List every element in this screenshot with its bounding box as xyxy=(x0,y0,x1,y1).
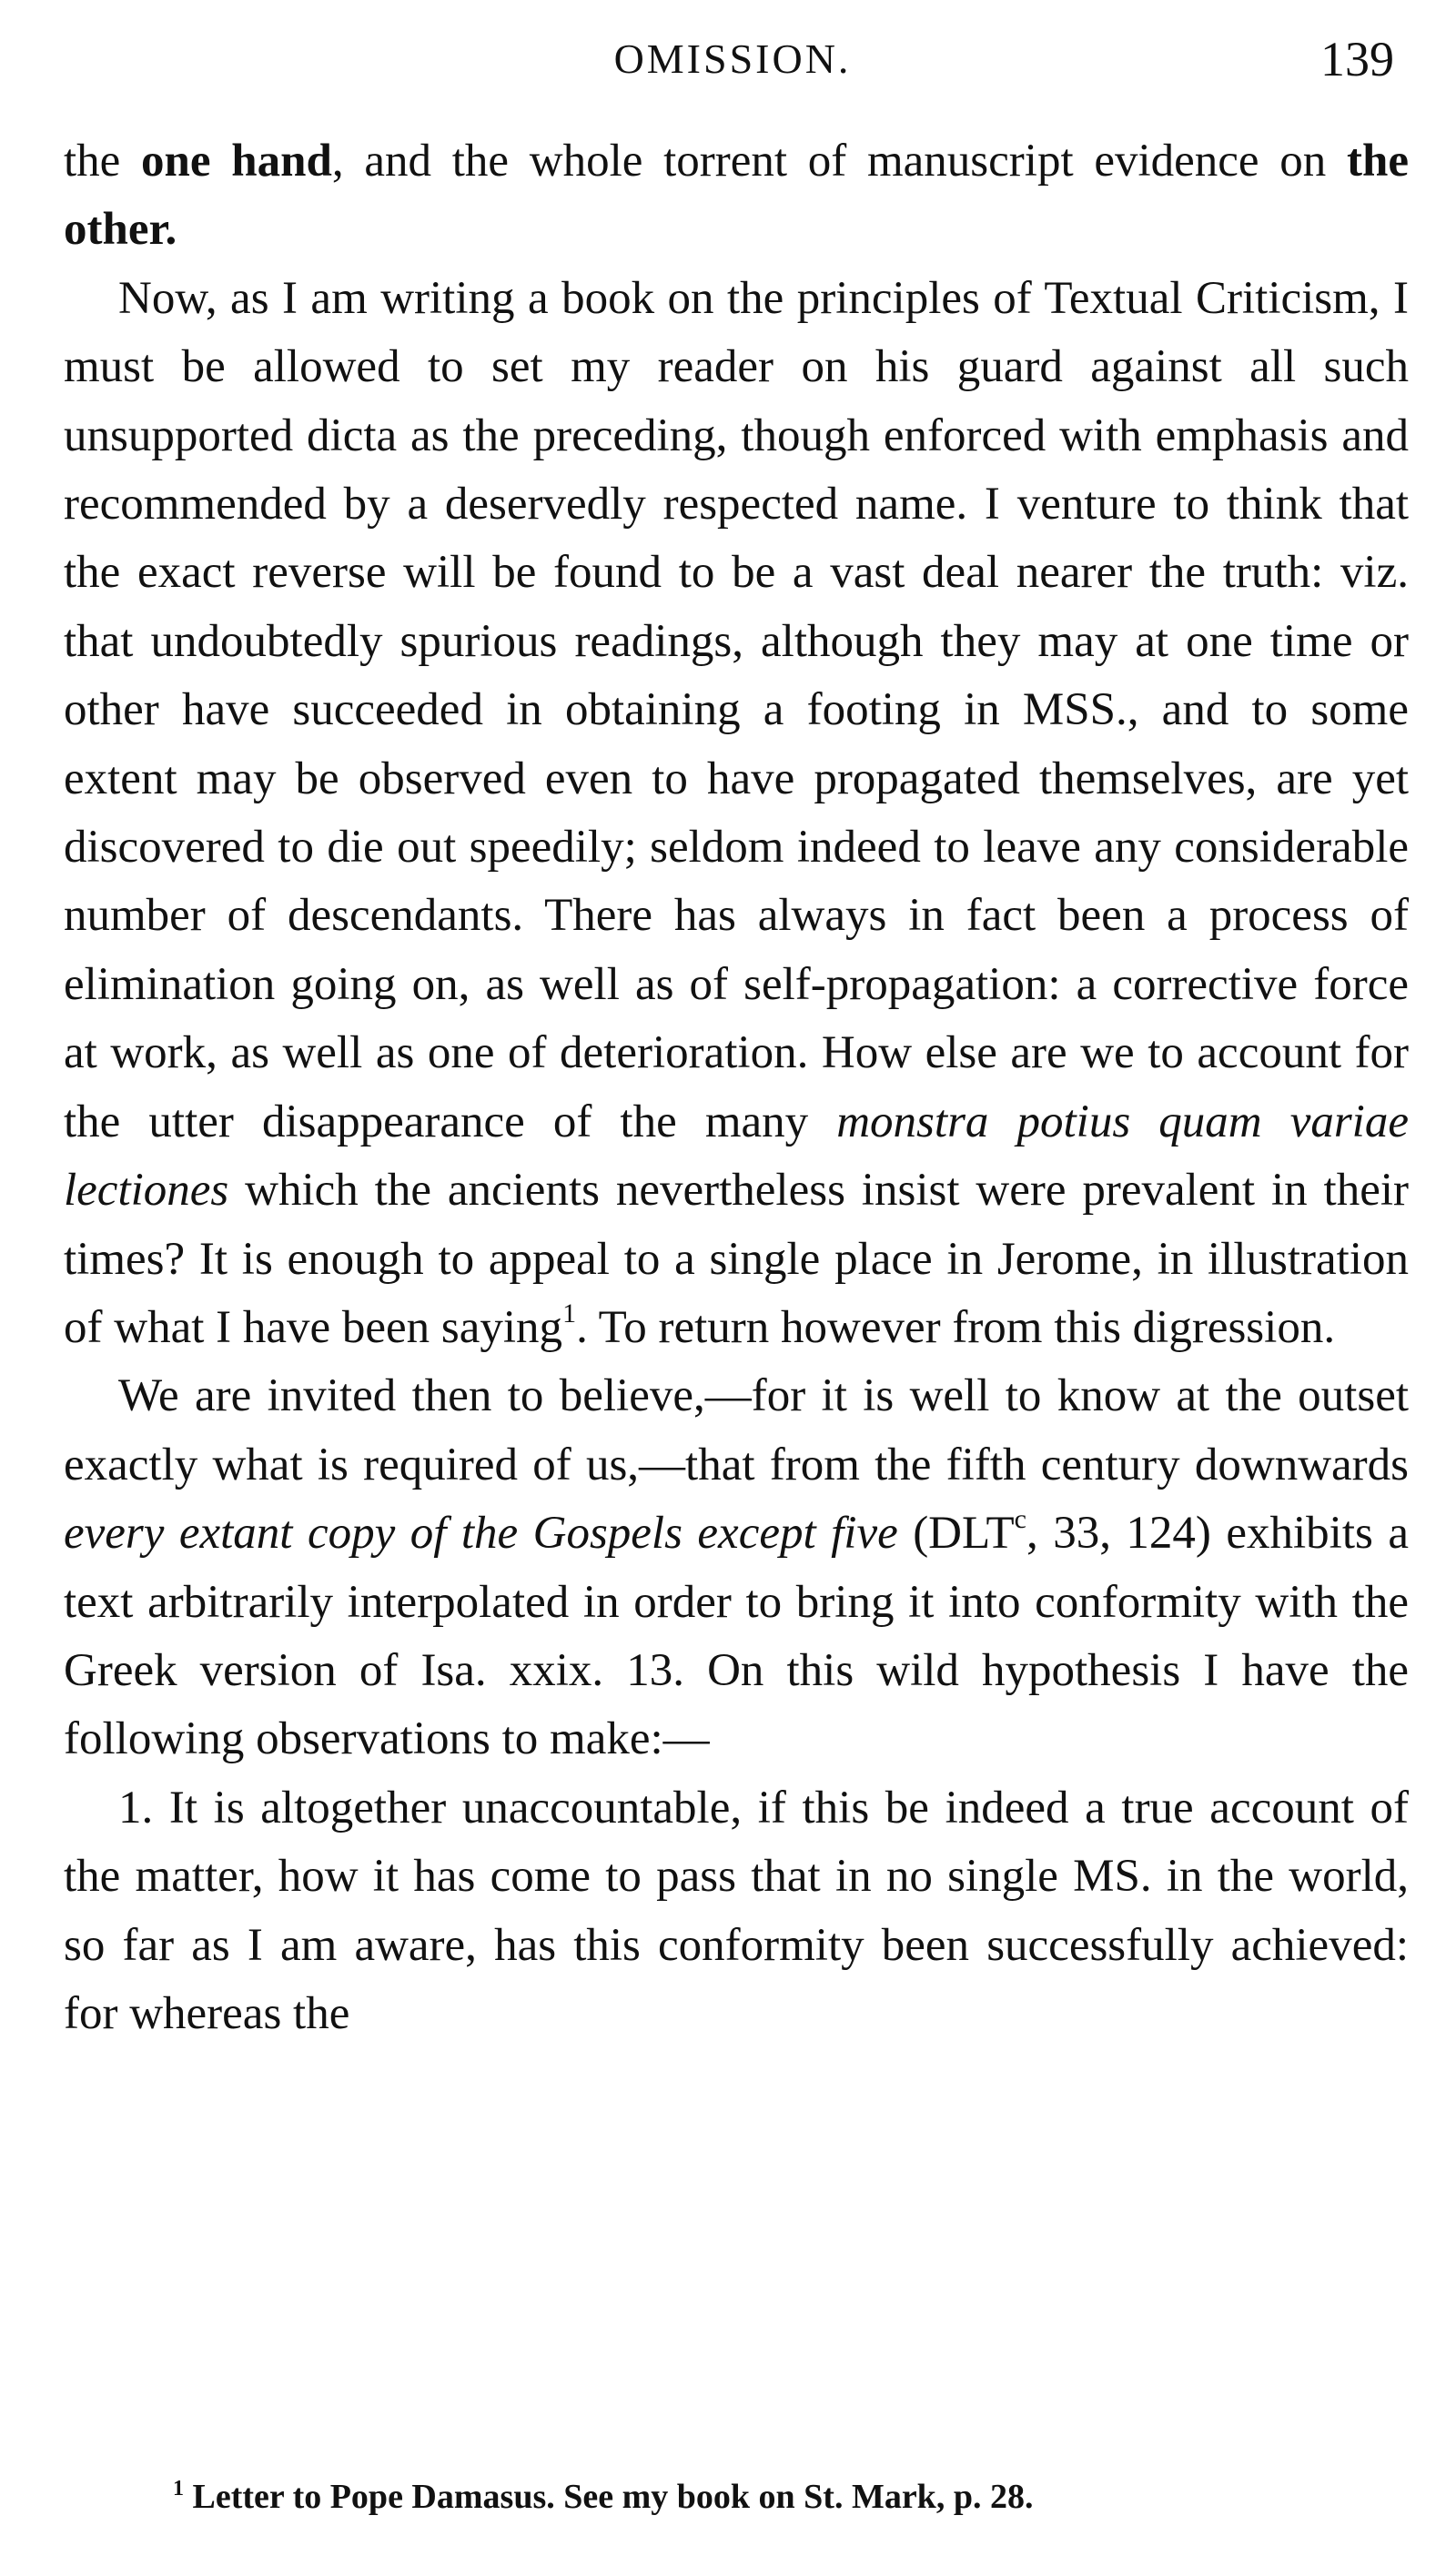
p1-text-4: the other. xyxy=(64,136,1409,256)
footnote-marker: 1 xyxy=(173,2477,184,2500)
paragraph-4 xyxy=(64,1774,1409,2049)
p2-text-3: which the ancients nevertheless insist were prevalent in their times? It is enough to appeal to a single place in Jerome, in illustration of what I have been saying xyxy=(64,1165,1409,1353)
paragraph-3 xyxy=(64,1362,1409,1773)
footnote-text: Letter to Pope Damasus. See my book on St. Mark, p. 28. xyxy=(192,2478,1034,2516)
paragraph-1 xyxy=(64,127,1409,265)
p2-latin-phrase: monstra potius quam variae lectiones xyxy=(64,1096,1409,1217)
p1-text-1: the xyxy=(64,136,142,187)
body-text xyxy=(64,127,1409,2048)
paragraph-2 xyxy=(64,265,1409,1363)
p3-italic-phrase: every extant copy of the Gospels except five xyxy=(64,1508,898,1560)
running-title: OMISSION. xyxy=(613,35,852,82)
p3-text-1: We are invited then to believe,—for it is well to know at the outset exactly what is required of us,—that from the fifth century downwards xyxy=(64,1370,1409,1490)
p1-text-3: , and the whole torrent of manuscript evidence on xyxy=(331,136,1348,187)
running-head xyxy=(64,31,1401,95)
p3-text-4: , 33, 124) exhibits a text arbitrarily interpolated in order to bring it into conformity with the Greek version of Isa. xxix. 13. On this wild hypothesis I have the following observations to make:— xyxy=(64,1508,1409,1765)
p3-text-3: (DLT xyxy=(897,1508,1015,1560)
footnote xyxy=(173,2477,1033,2517)
p4-text-1: 1. It is altogether unaccountable, if this be indeed a true account of the matter, how it has come to pass that in no single MS. in the world, so far as I am aware, has this conformity been successfully achieved: for whereas the xyxy=(64,1782,1409,2039)
page-number: 139 xyxy=(1320,32,1394,86)
p2-text-1: Now, as I am writing a book on the principles of Textual Criticism, I must be allowed to set my reader on his guard against all such unsupported dicta as the preceding, though enforced with emphasis and recommended by a deservedly respected name. I venture to think that the exact reverse will be found to be a vast deal nearer the truth: viz. that undoubtedly spurious readings, although they may at one time or other have succeeded in obtaining a footing in MSS., and to some extent may be observed even to have propagated themselves, are yet discovered to die out speedily; seldom indeed to leave any considerable number of descendants. There has always in fact been a process of elimination going on, as well as of self-propagation: a corrective force at work, as well as one of deterioration. How else are we to account for the utter disappearance of the many xyxy=(64,272,1409,1147)
footnote-reference: 1 xyxy=(562,1298,577,1328)
p2-text-4: . To return however from this digression. xyxy=(576,1301,1336,1353)
p3-superscript: c xyxy=(1014,1504,1026,1535)
p1-text-2: one hand xyxy=(141,136,332,187)
